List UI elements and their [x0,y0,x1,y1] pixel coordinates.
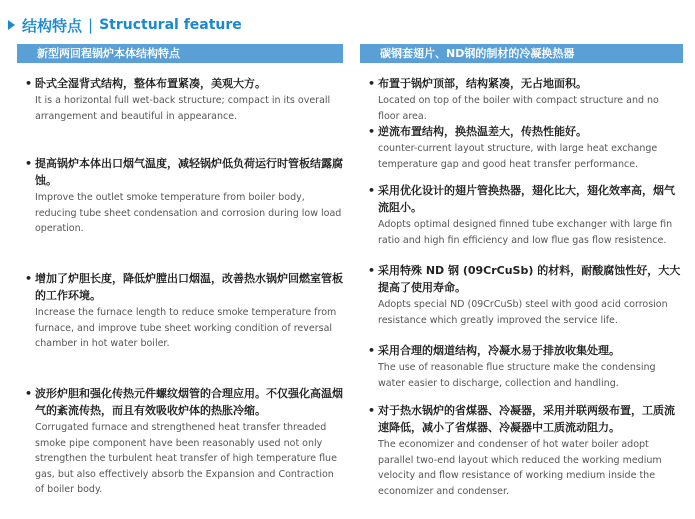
feature-text-en: counter-current layout structure, with large heat exchange temperature gap and good heat transfer performance. [378,143,658,170]
feature-item [368,182,683,248]
feature-text-cn: • 逆流布置结构，换热温差大，传热性能好。 [368,123,683,140]
left-column [17,44,343,495]
feature-text-en: Located on top of the boiler with compact structure and no floor area. [378,95,659,122]
feature-item [25,385,343,498]
feature-text-cn: • 采用特殊 ND 钢 (09CrCuSb) 的材料，耐酸腐蚀性好，大大提高了使用寿命。 [368,262,683,296]
feature-item [368,262,683,328]
section-header [8,14,242,36]
feature-text-cn: • 提高锅炉本体出口烟气温度，减轻锅炉低负荷运行时管板结露腐蚀。 [25,155,343,189]
feature-text-en: Corrugated furnace and strengthened heat transfer threaded smoke pipe component have been reasonably used not only strengthen the turbulent heat transfer of high temperature flue gas, but also effectively absorb the Expansion and Contraction of boiler body. [35,422,337,495]
feature-text-en: The economizer and condenser of hot water boiler adopt parallel two-end layout which reduced the working medium velocity and flow resistance of working medium inside the economizer and condenser. [378,439,662,497]
feature-item [368,342,683,391]
feature-text-cn: • 采用合理的烟道结构，冷凝水易于排放收集处理。 [368,342,683,359]
header-title-en: Structural feature [99,17,242,33]
left-column-title: 新型两回程锅炉本体结构特点 [17,44,343,63]
feature-item [368,123,683,172]
feature-text-cn: • 增加了炉胆长度，降低炉膛出口烟温，改善热水锅炉回燃室管板的工作环境。 [25,270,343,304]
right-column [360,44,683,497]
feature-text-en: Adopts optimal designed finned tube exchanger with large fin ratio and high fin efficiency and low flue gas flow resistence. [378,219,673,246]
feature-text-en: It is a horizontal full wet-back structure; compact in its overall arrangement and beautiful in appearance. [35,95,331,122]
feature-item [25,270,343,352]
feature-text-en: The use of reasonable flue structure make the condensing water easier to discharge, collection and handling. [378,362,656,389]
feature-text-en: Adopts special ND (09CrCuSb) steel with good acid corrosion resistance which greatly improved the service life. [378,299,668,326]
feature-text-cn: • 卧式全湿背式结构，整体布置紧凑，美观大方。 [25,75,343,92]
feature-text-cn: • 对于热水锅炉的省煤器、冷凝器，采用并联两级布置，工质流速降低，减小了省煤器、冷凝器中工质流动阻力。 [368,402,683,436]
header-title-cn: 结构特点 [22,16,83,35]
right-column-title: 碳钢套翅片、ND钢的制材的冷凝换热器 [360,44,683,63]
triangle-bullet-icon [8,20,15,30]
feature-text-cn: • 采用优化设计的翅片管换热器，翅化比大，翅化效率高，烟气流阻小。 [368,182,683,216]
feature-text-cn: • 波形炉胆和强化传热元件螺纹烟管的合理应用。不仅强化高温烟气的紊流传热，而且有效吸收炉体的热胀冷缩。 [25,385,343,419]
feature-text-cn: • 布置于锅炉顶部，结构紧凑，无占地面积。 [368,75,683,92]
feature-item [25,75,343,124]
header-separator: | [88,16,94,34]
feature-text-en: Increase the furnace length to reduce smoke temperature from furnace, and improve tube sheet working condition of reversal chamber in hot water boiler. [35,307,337,349]
feature-item [368,75,683,124]
feature-item [25,155,343,237]
feature-text-en: Improve the outlet smoke temperature from boiler body, reducing tube sheet condensation and corrosion during low load operation. [35,192,342,234]
feature-item [368,402,683,499]
